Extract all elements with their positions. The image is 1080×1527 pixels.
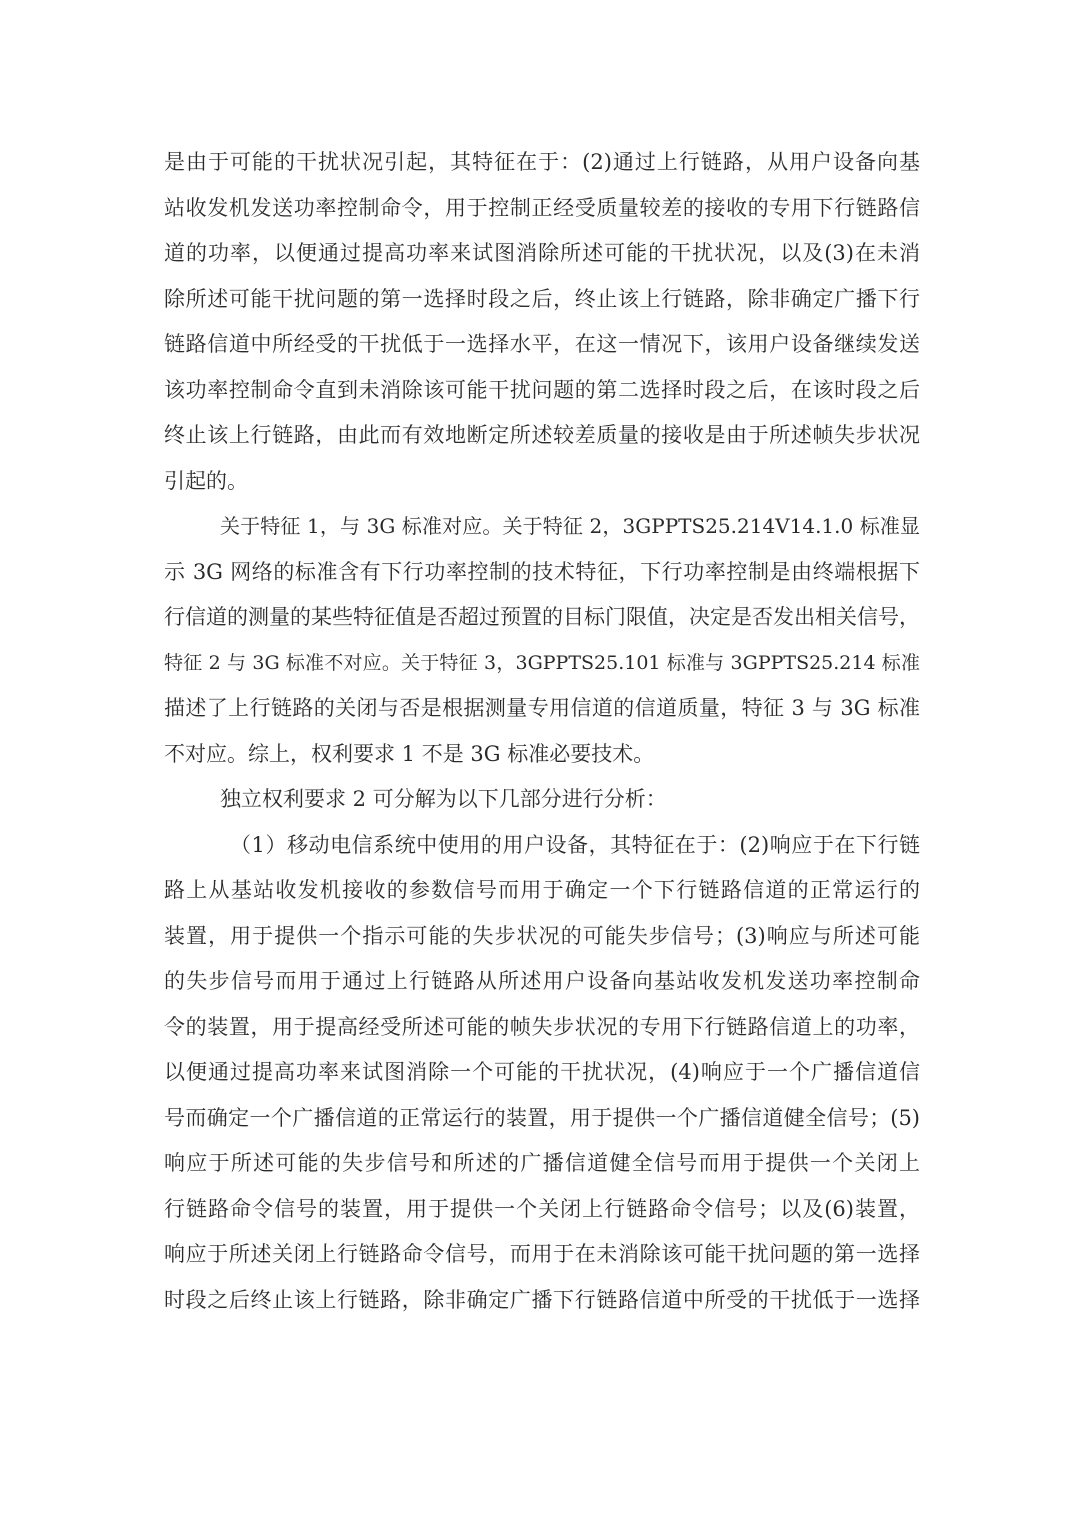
text-line: 路上从基站收发机接收的参数信号而用于确定一个下行链路信道的正常运行的 <box>164 878 920 902</box>
text-line: 响应于所述可能的失步信号和所述的广播信道健全信号而用于提供一个关闭上 <box>164 1151 920 1175</box>
text-line: 道的功率，以便通过提高功率来试图消除所述可能的干扰状况，以及(3)在未消 <box>164 241 920 265</box>
text-line: 响应于所述关闭上行链路命令信号，而用于在未消除该可能干扰问题的第一选择 <box>164 1242 920 1266</box>
text-line: 行链路命令信号的装置，用于提供一个关闭上行链路命令信号；以及(6)装置， <box>164 1196 920 1221</box>
text-line: 关于特征 1，与 3G 标准对应。关于特征 2，3GPPTS25.214V14.1.0 标准显 <box>220 514 920 538</box>
text-line: 站收发机发送功率控制命令，用于控制正经受质量较差的接收的专用下行链路信 <box>164 195 920 220</box>
text-line: 号而确定一个广播信道的正常运行的装置，用于提供一个广播信道健全信号；(5) <box>164 1105 920 1130</box>
text-line: 终止该上行链路，由此而有效地断定所述较差质量的接收是由于所述帧失步状况 <box>164 423 920 447</box>
text-line: 示 3G 网络的标准含有下行功率控制的技术特征，下行功率控制是由终端根据下 <box>164 559 920 584</box>
text-line: 引起的。 <box>164 468 248 493</box>
text-line: 除所述可能干扰问题的第一选择时段之后，终止该上行链路，除非确定广播下行 <box>164 286 920 311</box>
paragraph-claim-2-intro <box>164 777 920 823</box>
text-line: （1）移动电信系统中使用的用户设备，其特征在于：(2)响应于在下行链 <box>230 832 920 857</box>
text-line: 是由于可能的干扰状况引起，其特征在于：(2)通过上行链路，从用户设备向基 <box>164 150 920 174</box>
text-line: 令的装置，用于提高经受所述可能的帧失步状况的专用下行链路信道上的功率， <box>164 1014 920 1039</box>
document-body <box>164 140 920 1323</box>
text-line: 链路信道中所经受的干扰低于一选择水平，在这一情况下，该用户设备继续发送 <box>164 332 920 356</box>
text-line: 装置，用于提供一个指示可能的失步状况的可能失步信号；(3)响应与所述可能 <box>164 923 920 948</box>
paragraph-claim-2-parts <box>164 823 920 1324</box>
text-line: 行信道的测量的某些特征值是否超过预置的目标门限值，决定是否发出相关信号， <box>164 605 920 629</box>
paragraph-continuation <box>164 140 920 504</box>
text-line: 独立权利要求 2 可分解为以下几部分进行分析： <box>220 787 667 811</box>
text-line: 时段之后终止该上行链路，除非确定广播下行链路信道中所受的干扰低于一选择 <box>164 1287 920 1312</box>
text-line: 特征 2 与 3G 标准不对应。关于特征 3，3GPPTS25.101 标准与 3GPPTS25.214 标准 <box>164 651 920 674</box>
text-line: 不对应。综上，权利要求 1 不是 3G 标准必要技术。 <box>164 741 655 766</box>
text-line: 描述了上行链路的关闭与否是根据测量专用信道的信道质量，特征 3 与 3G 标准 <box>164 696 920 720</box>
text-line: 的失步信号而用于通过上行链路从所述用户设备向基站收发机发送功率控制命 <box>164 969 920 993</box>
paragraph-feature-analysis <box>164 504 920 777</box>
text-line: 该功率控制命令直到未消除该可能干扰问题的第二选择时段之后，在该时段之后 <box>164 377 920 402</box>
text-line: 以便通过提高功率来试图消除一个可能的干扰状况，(4)响应于一个广播信道信 <box>164 1060 920 1084</box>
